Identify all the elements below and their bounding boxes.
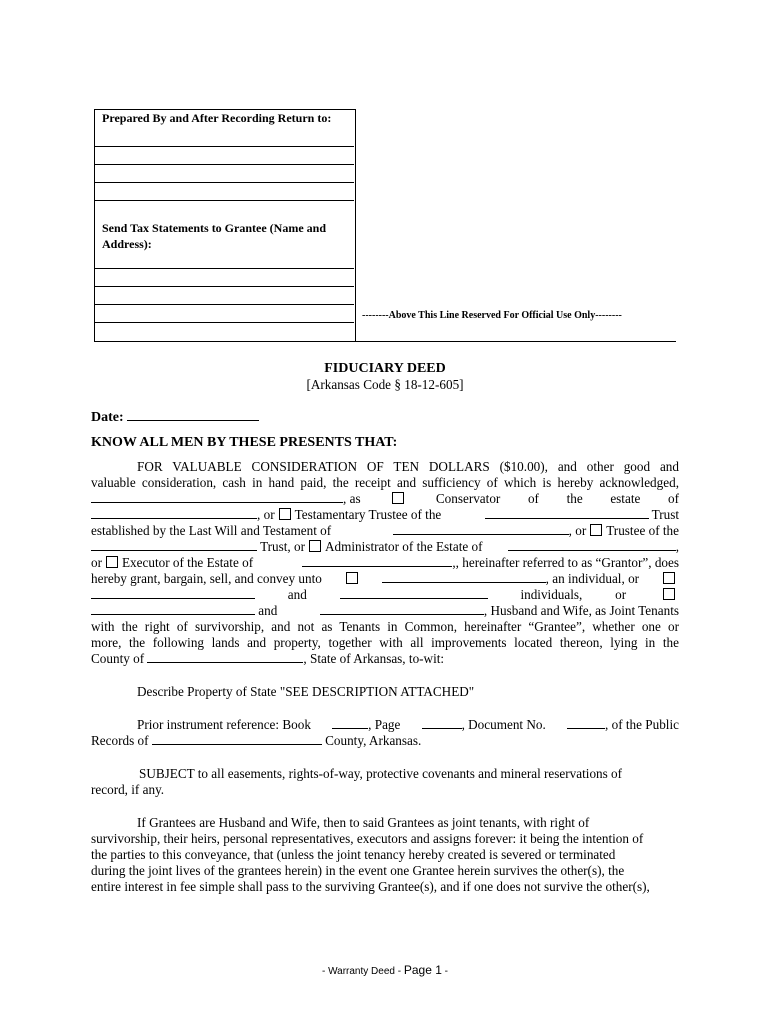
grantee-individual-blank[interactable] xyxy=(382,571,546,583)
know-all-heading: KNOW ALL MEN BY THESE PRESENTS THAT: xyxy=(91,435,398,450)
body-line-11: with the right of survivorship, and not as Tenants in Common, hereinafter “Grantee”, whether one or xyxy=(91,619,679,634)
body-line-13: County of , State of Arkansas, to-wit: xyxy=(91,651,445,666)
administrator-checkbox[interactable] xyxy=(309,540,321,552)
conservator-name-blank[interactable] xyxy=(91,491,343,503)
official-use-rule xyxy=(94,341,676,342)
grantee-individuals-checkbox[interactable] xyxy=(663,572,675,584)
executor-estate-blank[interactable] xyxy=(302,555,452,567)
send-tax-label: Send Tax Statements to Grantee (Name and xyxy=(102,221,326,235)
grantees-line-5: entire interest in fee simple shall pass to the surviving Grantee(s), and if one does not survive the other(s), xyxy=(91,879,650,894)
tax-line-2 xyxy=(94,286,354,287)
return-line-3 xyxy=(94,182,354,183)
page-title: FIDUCIARY DEED xyxy=(324,361,446,376)
prior-instrument-line: Prior instrument reference: Book , Page , Document No. , of the Public xyxy=(137,717,679,732)
code-reference: [Arkansas Code § 18-12-605] xyxy=(306,377,464,392)
date-field xyxy=(91,409,259,426)
grantee-individual-checkbox[interactable] xyxy=(346,572,358,584)
return-line-2 xyxy=(94,164,354,165)
return-line-1 xyxy=(94,146,354,147)
return-line-4 xyxy=(94,200,354,201)
grantee-a-blank[interactable] xyxy=(91,587,255,599)
date-label: Date: xyxy=(91,410,124,425)
date-blank[interactable] xyxy=(127,409,259,421)
body-line-9: and individuals, or xyxy=(91,587,679,603)
trust-name-blank[interactable] xyxy=(91,539,257,551)
estate-name-blank[interactable] xyxy=(91,507,257,519)
page-blank[interactable] xyxy=(422,717,462,729)
administrator-estate-blank[interactable] xyxy=(508,539,676,551)
page-number: Page 1 xyxy=(403,963,442,977)
husband-name-blank[interactable] xyxy=(91,603,255,615)
trustee-checkbox[interactable] xyxy=(590,524,602,536)
body-line-3: , as Conservator of the estate of xyxy=(91,491,679,507)
body-line-6: Trust, or Administrator of the Estate of , xyxy=(91,539,679,555)
grantees-line-2: survivorship, their heirs, personal representatives, executors and assigns forever: it being the intention of xyxy=(91,831,644,846)
body-line-5: established by the Last Will and Testament of , or Trustee of the xyxy=(91,523,679,538)
body-line-7: or Executor of the Estate of ,, hereinafter referred to as “Grantor”, does xyxy=(91,555,679,570)
testamentary-trust-blank[interactable] xyxy=(485,507,649,519)
tax-line-1 xyxy=(94,268,354,269)
official-use-label: --------Above This Line Reserved For Official Use Only-------- xyxy=(362,310,622,321)
body-line-1: FOR VALUABLE CONSIDERATION OF TEN DOLLARS ($10.00), and other good and xyxy=(137,459,679,474)
records-county-blank[interactable] xyxy=(152,733,322,745)
body-line-2: valuable consideration, cash in hand paid, the receipt and sufficiency of which is hereby acknowledged, xyxy=(91,475,679,490)
grantees-line-3: the parties to this conveyance, that (unless the joint tenancy hereby created is severed or terminated xyxy=(91,847,616,862)
testator-name-blank[interactable] xyxy=(393,523,569,535)
grantee-b-blank[interactable] xyxy=(340,587,488,599)
body-line-8: hereby grant, bargain, sell, and convey unto , an individual, or xyxy=(91,571,679,587)
executor-checkbox[interactable] xyxy=(106,556,118,568)
subject-line-1: SUBJECT to all easements, rights-of-way, protective covenants and mineral reservations of xyxy=(139,766,623,781)
book-blank[interactable] xyxy=(332,717,368,729)
grantees-line-1: If Grantees are Husband and Wife, then to said Grantees as joint tenants, with right of xyxy=(137,815,590,830)
subject-line-2: record, if any. xyxy=(91,782,165,797)
testamentary-trustee-checkbox[interactable] xyxy=(279,508,291,520)
records-line: Records of County, Arkansas. xyxy=(91,733,422,748)
prepared-by-label: Prepared By and After Recording Return to: xyxy=(102,111,332,125)
send-tax-label-2: Address): xyxy=(102,237,152,251)
document-no-blank[interactable] xyxy=(567,717,605,729)
tax-line-4 xyxy=(94,322,354,323)
husband-wife-checkbox[interactable] xyxy=(663,588,675,600)
conservator-checkbox[interactable] xyxy=(392,492,404,504)
describe-property: Describe Property of State "SEE DESCRIPTION ATTACHED" xyxy=(137,684,475,699)
county-blank[interactable] xyxy=(147,651,303,663)
grantees-line-4: during the joint lives of the grantees herein) in the event one Grantee herein survives the other(s), the xyxy=(91,863,625,878)
body-line-10: and , Husband and Wife, as Joint Tenants xyxy=(91,603,679,619)
page-footer: - Warranty Deed - Page 1 - xyxy=(321,963,449,977)
body-line-4: , or Testamentary Trustee of the Trust xyxy=(91,507,679,523)
tax-line-3 xyxy=(94,304,354,305)
body-line-12: more, the following lands and property, together with all improvements located thereon, lying in the xyxy=(91,635,679,650)
wife-name-blank[interactable] xyxy=(320,603,484,615)
